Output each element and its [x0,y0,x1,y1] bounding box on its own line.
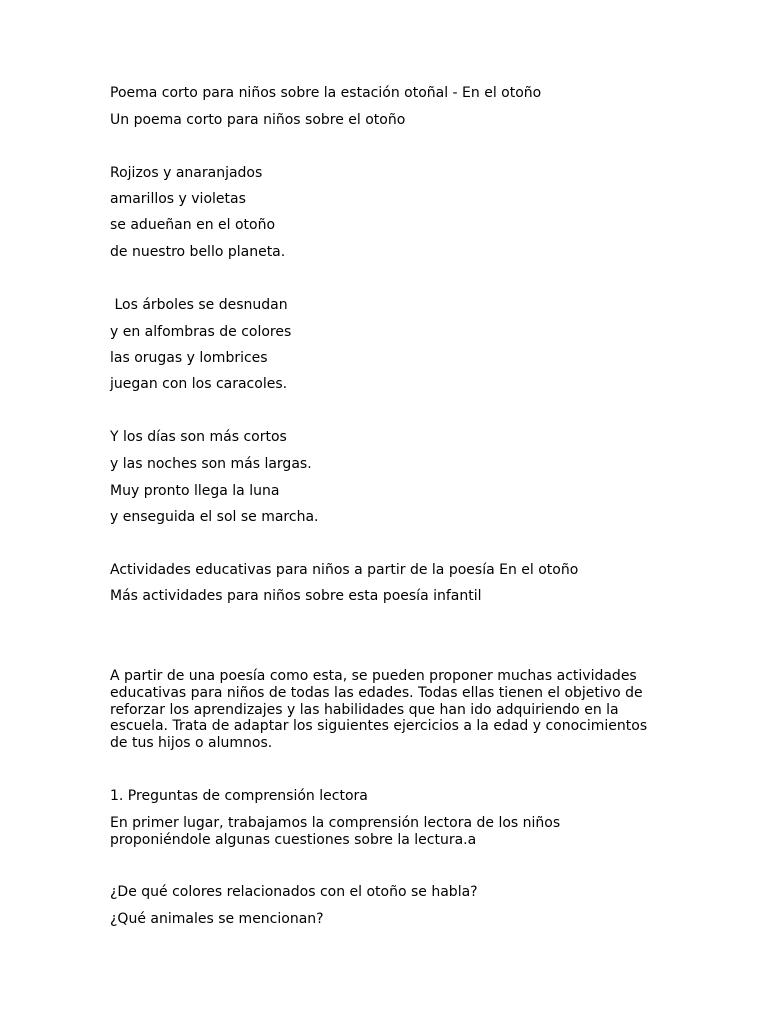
poem-line: y enseguida el sol se marcha. [110,509,319,525]
activities-heading: Actividades educativas para niños a partir de la poesía En el otoño [110,562,579,578]
question-item: ¿De qué colores relacionados con el otoño se habla? [110,884,478,900]
activities-subheading: Más actividades para niños sobre esta poesía infantil [110,588,482,604]
poem-line: Rojizos y anaranjados [110,165,263,181]
poem-line: Los árboles se desnudan [110,297,288,313]
poem-line: Muy pronto llega la luna [110,483,280,499]
poem-line: las orugas y lombrices [110,350,268,366]
poem-line: y en alfombras de colores [110,324,292,340]
poem-line: se adueñan en el otoño [110,217,276,233]
question-item: ¿Qué animales se mencionan? [110,911,324,927]
document-title: Poema corto para niños sobre la estación otoñal - En el otoño [110,85,542,101]
section-paragraph: En primer lugar, trabajamos la comprensión lectora de los niños proponiéndole algunas cuestiones sobre la lectura.a [110,815,561,848]
intro-paragraph: A partir de una poesía como esta, se pueden proponer muchas actividades educativas para niños de todas las edades. Todas ellas tienen el objetivo de reforzar los aprendizajes y las habilidades que han ido adquiriendo en la escuela. Trata de adaptar los siguientes ejercicios a la edad y conocimientos de tus hijos o alumnos. [110,668,648,752]
poem-line: amarillos y violetas [110,191,246,207]
section-heading: 1. Preguntas de comprensión lectora [110,788,368,804]
poem-line: de nuestro bello planeta. [110,244,286,260]
poem-line: Y los días son más cortos [110,429,287,445]
poem-line: y las noches son más largas. [110,456,312,472]
poem-line: juegan con los caracoles. [110,376,288,392]
document-subtitle: Un poema corto para niños sobre el otoño [110,112,406,128]
